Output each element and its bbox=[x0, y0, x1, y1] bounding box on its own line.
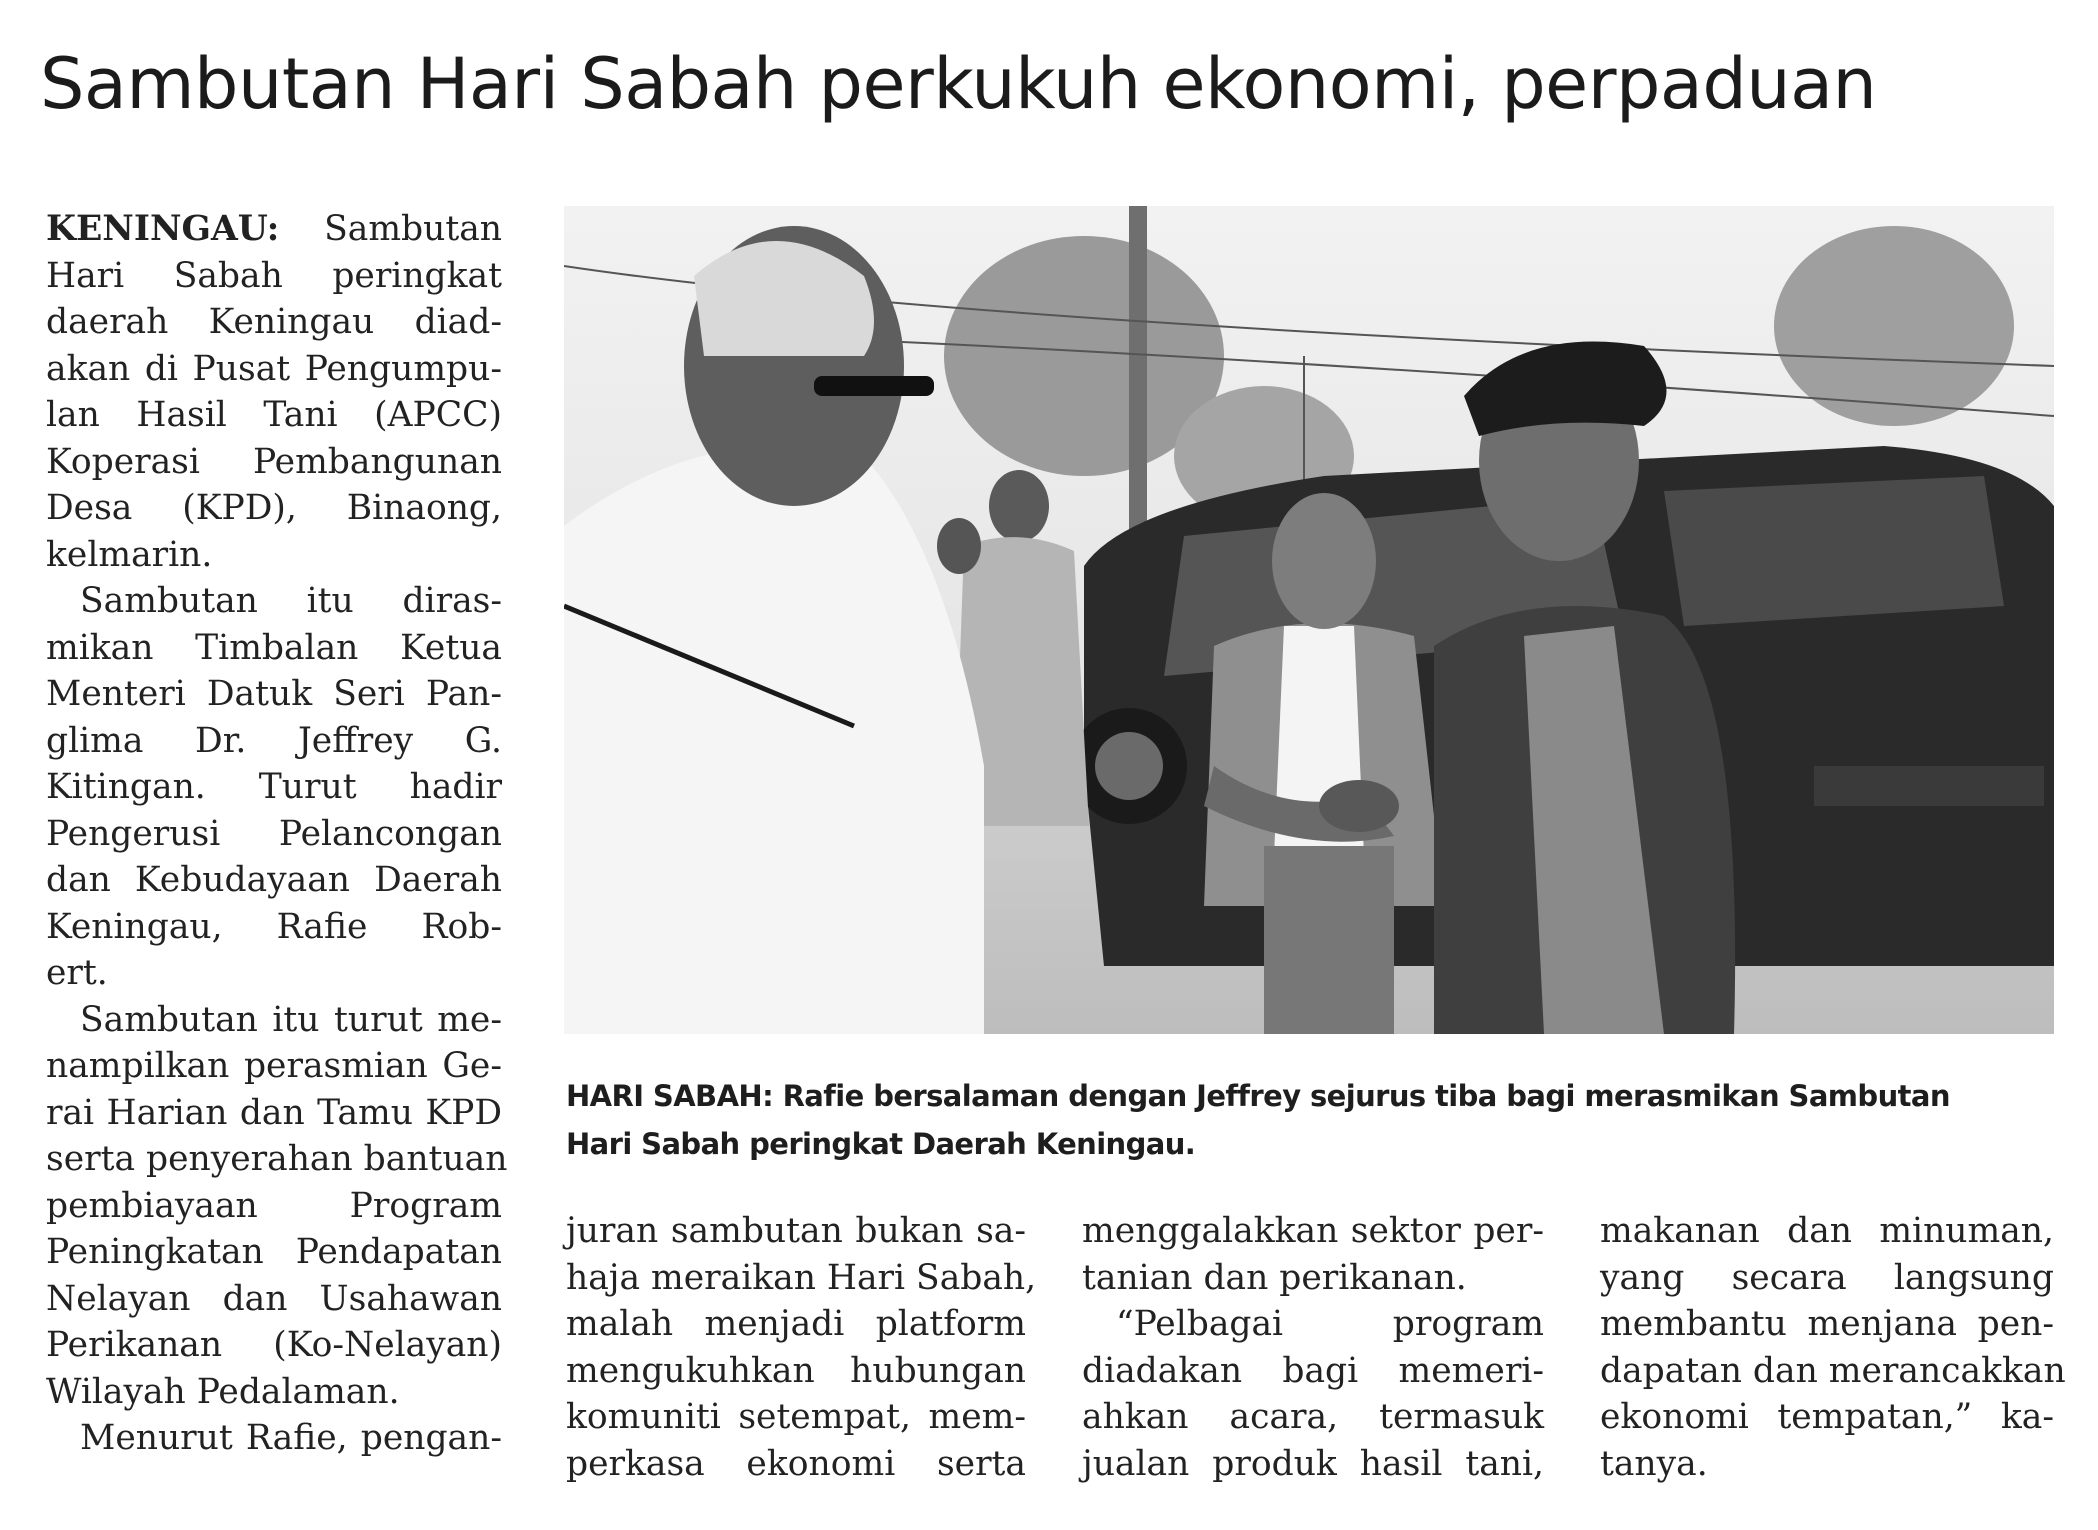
paragraph-2 bbox=[46, 578, 502, 997]
paragraph bbox=[1082, 1301, 1544, 1487]
text-line: haja meraikan Hari Sabah, bbox=[566, 1257, 1037, 1298]
article-column-1 bbox=[46, 206, 508, 1462]
photo-handshake-illustration bbox=[564, 206, 2054, 1034]
text-line: Desa (KPD), Binaong, bbox=[46, 488, 502, 528]
text-line: nampilkan perasmian Ge- bbox=[46, 1046, 502, 1086]
paragraph bbox=[1082, 1208, 1544, 1301]
text-line: Keningau, Rafie Rob- bbox=[46, 906, 502, 947]
text-line: ekonomi tempatan,” ka- bbox=[1600, 1397, 2054, 1437]
text-line: perkasa ekonomi serta bbox=[566, 1443, 1026, 1484]
text-line: Hari Sabah peringkat bbox=[46, 255, 502, 296]
text-line: Peningkatan Pendapatan bbox=[46, 1232, 502, 1272]
text-line: lan Hasil Tani (APCC) bbox=[46, 395, 502, 435]
text-line: serta penyerahan bantuan bbox=[46, 1139, 508, 1179]
paragraph-1 bbox=[46, 206, 502, 578]
photo-caption bbox=[566, 1072, 2056, 1168]
text-line: Nelayan dan Usahawan bbox=[46, 1278, 502, 1319]
text-line: Wilayah Pedalaman. bbox=[46, 1371, 400, 1412]
text-line: Sambutan itu turut me- bbox=[80, 999, 502, 1040]
caption-text-line-2: Hari Sabah peringkat Daerah Keningau. bbox=[566, 1127, 1196, 1161]
text-line: Menteri Datuk Seri Pan- bbox=[46, 674, 502, 714]
text-line: juran sambutan bukan sa- bbox=[566, 1211, 1026, 1251]
text-line: diadakan bagi memeri- bbox=[1082, 1350, 1544, 1391]
text-line: rai Harian dan Tamu KPD bbox=[46, 1092, 502, 1133]
text-line: dan Kebudayaan Daerah bbox=[46, 860, 502, 900]
paragraph bbox=[1600, 1208, 2066, 1487]
caption-text-line-1: Rafie bersalaman dengan Jeffrey sejurus tiba bagi merasmikan Sambutan bbox=[782, 1079, 1950, 1113]
text-line: yang secara langsung bbox=[1600, 1257, 2054, 1298]
caption-label: HARI SABAH: bbox=[566, 1079, 774, 1113]
dateline: KENINGAU: bbox=[46, 209, 280, 249]
text-line: daerah Keningau diad- bbox=[46, 302, 502, 342]
article-column-4 bbox=[1600, 1208, 2066, 1487]
article-column-3 bbox=[1082, 1208, 1544, 1487]
text-line: Kitingan. Turut hadir bbox=[46, 767, 502, 807]
text-line: KENINGAU: Sambutan bbox=[46, 209, 502, 249]
paragraph bbox=[566, 1208, 1037, 1487]
text-line: menggalakkan sektor per- bbox=[1082, 1211, 1544, 1251]
news-photo bbox=[564, 206, 2054, 1034]
text-line: jualan produk hasil tani, bbox=[1082, 1443, 1544, 1484]
text-line: Menurut Rafie, pengan- bbox=[80, 1418, 502, 1458]
text-line: malah menjadi platform bbox=[566, 1304, 1026, 1344]
headline: Sambutan Hari Sabah perkukuh ekonomi, perpaduan bbox=[40, 43, 1877, 125]
text-line: tanian dan perikanan. bbox=[1082, 1257, 1467, 1298]
text-line: glima Dr. Jeffrey G. bbox=[46, 720, 502, 761]
text-line: mengukuhkan hubungan bbox=[566, 1350, 1026, 1391]
text-line: makanan dan minuman, bbox=[1600, 1211, 2054, 1251]
text-line: akan di Pusat Pengumpu- bbox=[46, 348, 502, 389]
text-line: Koperasi Pembangunan bbox=[46, 441, 502, 482]
text-line: Sambutan itu diras- bbox=[80, 581, 502, 621]
text-line: tanya. bbox=[1600, 1443, 1708, 1484]
text-line: komuniti setempat, mem- bbox=[566, 1397, 1026, 1437]
paragraph-4 bbox=[46, 1415, 502, 1462]
text-line: Perikanan (Ko-Nelayan) bbox=[46, 1325, 502, 1365]
text-line: membantu menjana pen- bbox=[1600, 1304, 2054, 1344]
text-line: “Pelbagai program bbox=[1116, 1304, 1544, 1344]
text-line: pembiayaan Program bbox=[46, 1185, 502, 1226]
paragraph-3 bbox=[46, 997, 508, 1416]
text-line: Pengerusi Pelancongan bbox=[46, 813, 502, 854]
text-line: ahkan acara, termasuk bbox=[1082, 1397, 1544, 1437]
text-line: mikan Timbalan Ketua bbox=[46, 627, 502, 668]
text-line: ert. bbox=[46, 953, 108, 993]
article-column-2 bbox=[566, 1208, 1037, 1487]
text-line: kelmarin. bbox=[46, 534, 213, 575]
text-line: dapatan dan merancakkan bbox=[1600, 1350, 2066, 1391]
